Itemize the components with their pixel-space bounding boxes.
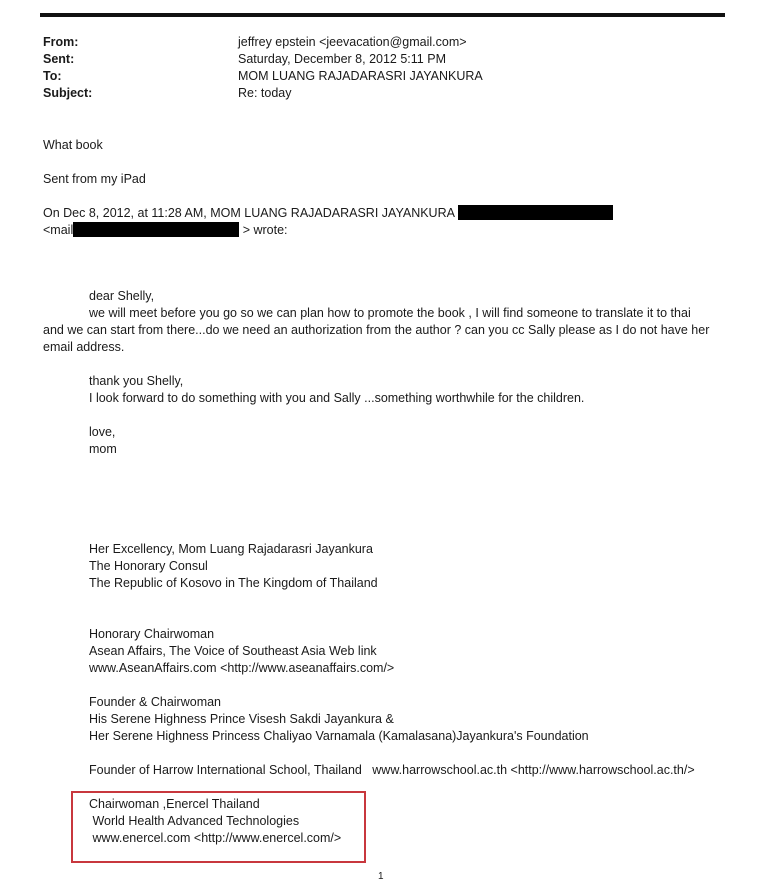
sent-label: Sent: [43, 52, 75, 66]
signature-line: Chairwoman ,Enercel Thailand [89, 797, 260, 811]
signature-line: World Health Advanced Technologies [89, 814, 300, 828]
from-row [43, 34, 483, 51]
sent-value: Saturday, December 8, 2012 5:11 PM [238, 52, 446, 66]
email-header [43, 34, 483, 102]
quote-attribution [43, 205, 613, 222]
signature-line: The Honorary Consul [89, 559, 208, 573]
attribution-text: On Dec 8, 2012, at 11:28 AM, MOM LUANG RAJADARASRI JAYANKURA [43, 206, 455, 220]
signature-line: Founder of Harrow International School, Thailand www.harrowschool.ac.th <http://www.harrowschool.ac.th/> [89, 763, 695, 777]
sent-row [43, 51, 483, 68]
page-number: 1 [378, 871, 384, 882]
quote-mail-line [43, 222, 288, 239]
subject-label: Subject: [43, 86, 93, 100]
top-rule [40, 13, 725, 17]
thanks-line: thank you Shelly, [89, 374, 184, 388]
signature-line: Her Serene Highness Princess Chaliyao Varnamala (Kamalasana)Jayankura's Foundation [89, 729, 589, 743]
from-label: From: [43, 35, 79, 49]
closing-sign: mom [89, 442, 117, 456]
signature-line: www.enercel.com <http://www.enercel.com/> [89, 831, 342, 845]
sent-from-ipad: Sent from my iPad [43, 172, 146, 186]
to-row [43, 68, 483, 85]
reply-text: What book [43, 138, 103, 152]
redaction-bar [458, 205, 613, 220]
wrote-text: > wrote: [242, 223, 288, 237]
to-label: To: [43, 69, 62, 83]
greeting: dear Shelly, [89, 289, 155, 303]
body-line: email address. [43, 340, 125, 354]
subject-row [43, 85, 483, 102]
signature-line: Founder & Chairwoman [89, 695, 222, 709]
redaction-bar [73, 222, 239, 237]
forward-line: I look forward to do something with you and Sally ...something worthwhile for the children. [89, 391, 585, 405]
signature-line: The Republic of Kosovo in The Kingdom of Thailand [89, 576, 378, 590]
signature-line: www.AseanAffairs.com <http://www.aseanaffairs.com/> [89, 661, 395, 675]
signature-line: His Serene Highness Prince Visesh Sakdi Jayankura & [89, 712, 394, 726]
from-value: jeffrey epstein <jeevacation@gmail.com> [238, 35, 467, 49]
signature-line: Asean Affairs, The Voice of Southeast Asia Web link [89, 644, 377, 658]
to-value: MOM LUANG RAJADARASRI JAYANKURA [238, 69, 483, 83]
signature-line: Honorary Chairwoman [89, 627, 215, 641]
signature-line: Her Excellency, Mom Luang Rajadarasri Jayankura [89, 542, 373, 556]
mail-prefix: <mail [43, 223, 74, 237]
subject-value: Re: today [238, 86, 292, 100]
closing-love: love, [89, 425, 116, 439]
body-line: and we can start from there...do we need an authorization from the author ? can you cc Sally please as I do not have her [43, 323, 710, 337]
body-line: we will meet before you go so we can plan how to promote the book , I will find someone to translate it to thai [89, 306, 691, 320]
